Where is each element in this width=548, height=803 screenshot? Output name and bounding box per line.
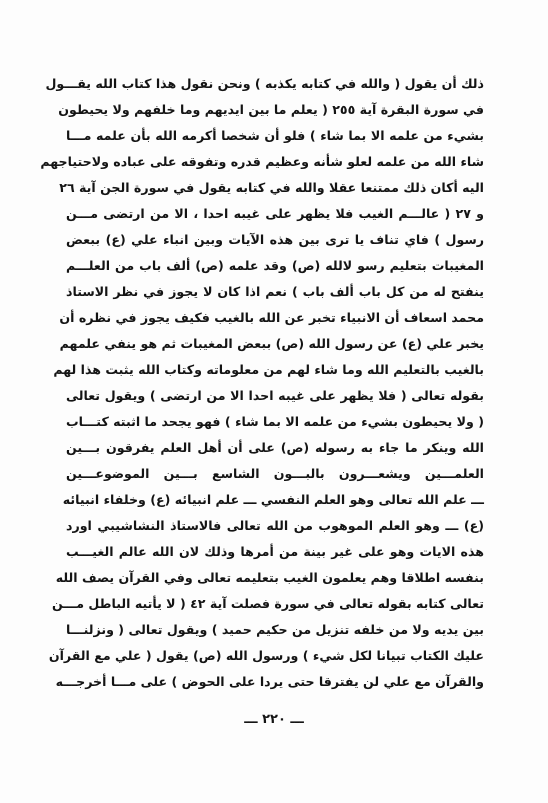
text-line: ذلك أن يقول ( والله في كتابه يكذبه ) ونحن نقول هذا كتاب الله يقـــول [45,76,484,91]
text-line: بشيء من علمه الا بما شاء ) فلو أن شخصا أكرمه الله بأن علمه مـــا [66,128,484,143]
body-text [40,71,485,695]
text-line: بين يديه ولا من خلفه تنزيل من حكيم حميد ) ويقول تعالى ( ونزلنـــا [66,622,484,637]
text-line: والقرآن مع علي لن يفترقا حتى يردا على الحوض ) على مـــا أخرجـــه [55,674,484,689]
text-line: و ٢٧ ( عالـــم الغيب فلا يظهر على غيبه احدا ، الا من ارتضى مـــن [66,206,485,221]
text-line: عليك الكتاب تبيانا لكل شيء ) ورسول الله (ص) يقول ( علي مع القرآن [48,648,484,663]
text-line: العلمـــين ويشعـــرون بالبـــون الشاسع بـــين الموضوعـــين [66,466,484,481]
text-line: بالغيب بالتعليم الله وما شاء لهم من معلوماته وكتاب الله يثبت هذا لهم [53,362,484,377]
text-line: اليه أكان ذلك ممتنعا عقلا والله في كتابه يقول في سورة الجن آية ٢٦ [59,180,484,195]
text-line: ينفتح له من كل باب ألف باب ) نعم اذا كان لا يجوز في نظر الاستاذ [66,284,484,299]
page-number: ـــ ٢٢٠ ـــ [244,712,304,727]
text-line: بنفسه اطلاقا وهم يعلمون الغيب بتعليمه تعالى وفي القرآن يصف الله [55,570,484,585]
text-line: في سورة البقرة آية ٢٥٥ ( يعلم ما بين ايديهم وما خلفهم ولا يحيطون [58,102,484,117]
text-line: ( ولا يحيطون بشيء من علمه الا بما شاء ) فهو يجحد ما اثبته كتـــاب [66,414,484,429]
text-line: بقوله تعالى ( فلا يظهر على غيبه احدا الا من ارتضى ) ويقول تعالى [66,388,484,403]
text-line: المغيبات بتعليم رسو لالله (ص) وقد علمه (ص) ألف باب من العلـــم [66,258,484,273]
text-line: محمد اسعاف أن الانبياء تخبر عن الله بالغيب فكيف يجوز في نظره أن [59,310,484,325]
text-line: هذه الايات وهو على غير بينة من أمرها وذلك لان الله عالم الغيـــب [66,544,484,559]
text-line: (ع) ـــ وهو العلم الموهوب من الله تعالى فالاستاذ النشاشيبي اورد [66,518,484,533]
text-line: الله وينكر ما جاء به رسوله (ص) على أن أهل العلم يفرقون بـــين [66,440,484,455]
text-line: رسول ) فاي تناف يا ترى بين هذه الآيات وبين انباء علي (ع) ببعض [66,232,484,247]
text-line: ـــ علم الله تعالى وهو العلم النفسي ـــ علم انبيائه (ع) وخلفاء انبيائه [62,492,484,507]
text-line: شاء الله من علمه لعلو شأنه وعظيم قدره وتفوقه على عباده ولاحتياجهم [40,154,484,169]
text-line: تعالى كتابه بقوله تعالى في سورة فصلت آية ٤٢ ( لا يأتيه الباطل مـــن [52,596,484,611]
text-line: يخبر علي (ع) عن رسول الله (ص) ببعض المغيبات ثم هو ينفي علمهم [59,336,484,351]
